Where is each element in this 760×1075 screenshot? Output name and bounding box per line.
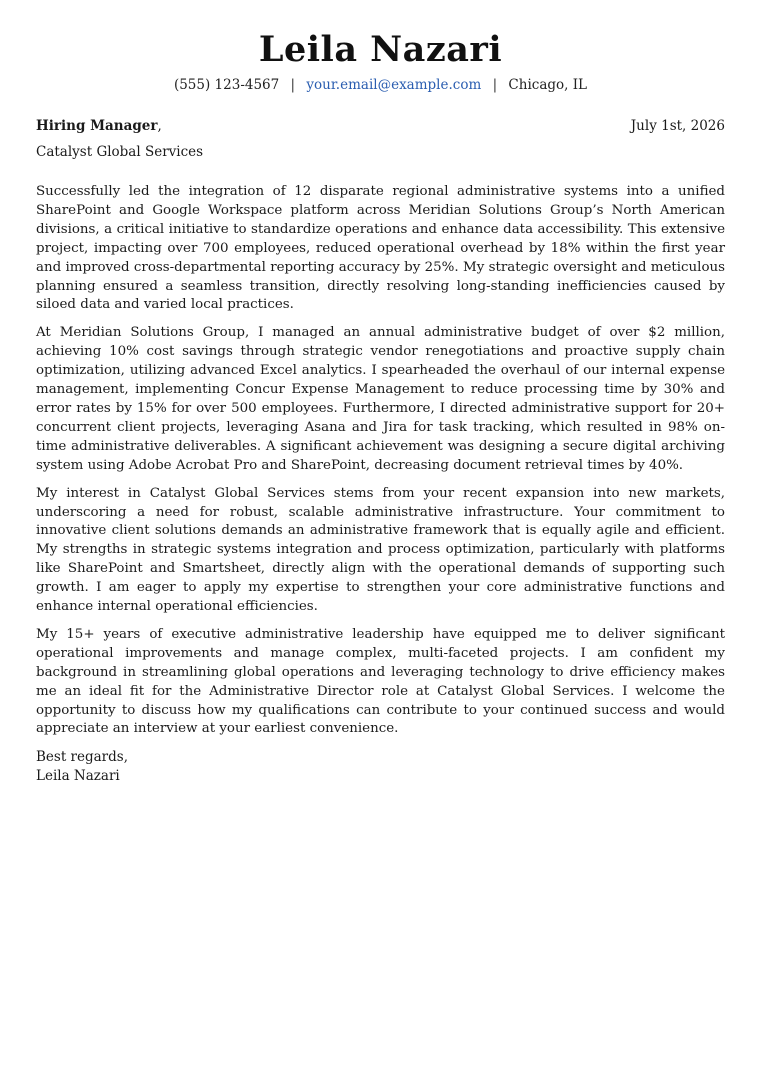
body-paragraph: My interest in Catalyst Global Services stems from your recent expansion into new markets, underscoring a need for robust, scalable administrative infrastructure. Your commitment to innovative client solutions demands an administrative framework that is equally agile and efficient. My strengths in strategic systems integration and process optimization, particularly with platforms like SharePoint and Smartsheet, directly align with the operational demands of supporting such growth. I am eager to apply my expertise to strengthen your core administrative functions and enhance internal operational efficiencies. [36, 485, 725, 615]
closing-salutation: Best regards, [36, 749, 129, 766]
body-paragraph: At Meridian Solutions Group, I managed an annual administrative budget of over $2 million, achieving 10% cost savings through strategic vendor renegotiations and proactive supply chain optimization, utilizing advanced Excel analytics. I spearheaded the overhaul of our internal expense management, implementing Concur Expense Management to reduce processing time by 30% and error rates by 15% for over 500 employees. Furthermore, I directed administrative support for 20+ concurrent client projects, leveraging Asana and Jira for task tracking, which resulted in 98% on-time administrative deliverables. A significant achievement was designing a secure digital archiving system using Adobe Acrobat Pro and SharePoint, decreasing document retrieval times by 40%. [36, 325, 725, 473]
letter-body [36, 183, 725, 739]
applicant-name: Leila Nazari [258, 29, 503, 70]
contact-separator: | [290, 77, 296, 93]
location: Chicago, IL [508, 77, 588, 93]
recipient-name: Hiring Manager [36, 118, 158, 134]
body-paragraph: My 15+ years of executive administrative leadership have equipped me to deliver significant operational improvements and manage complex, multi-faceted projects. I am confident my background in streamlining global operations and leveraging technology to drive efficiency makes me an ideal fit for the Administrative Director role at Catalyst Global Services. I welcome the opportunity to discuss how my qualifications can contribute to your continued success and would appreciate an interview at your earliest convenience. [36, 626, 725, 737]
closing-signature: Leila Nazari [36, 767, 120, 784]
recipient-company: Catalyst Global Services [36, 144, 204, 160]
body-paragraph: Successfully led the integration of 12 disparate regional administrative systems into a unified SharePoint and Google Workspace platform across Meridian Solutions Group’s North American divisions, a critical initiative to standardize operations and enhance data accessibility. This extensive project, impacting over 700 employees, reduced operational overhead by 18% within the first year and improved cross-departmental reporting accuracy by 25%. My strategic oversight and meticulous planning ensured a seamless transition, directly resolving long-standing inefficiencies caused by siloed data and varied local practices. [36, 184, 725, 313]
recipient-date-row [36, 117, 725, 135]
contact-line [36, 76, 725, 94]
email-link[interactable]: your.email@example.com [306, 77, 482, 93]
recipient-line [36, 117, 162, 135]
recipient-name-suffix: , [157, 118, 162, 134]
contact-separator: | [492, 77, 498, 93]
letter-date: July 1st, 2026 [630, 118, 725, 134]
phone-number: (555) 123-4567 [173, 77, 280, 93]
letter-closing [36, 748, 725, 785]
